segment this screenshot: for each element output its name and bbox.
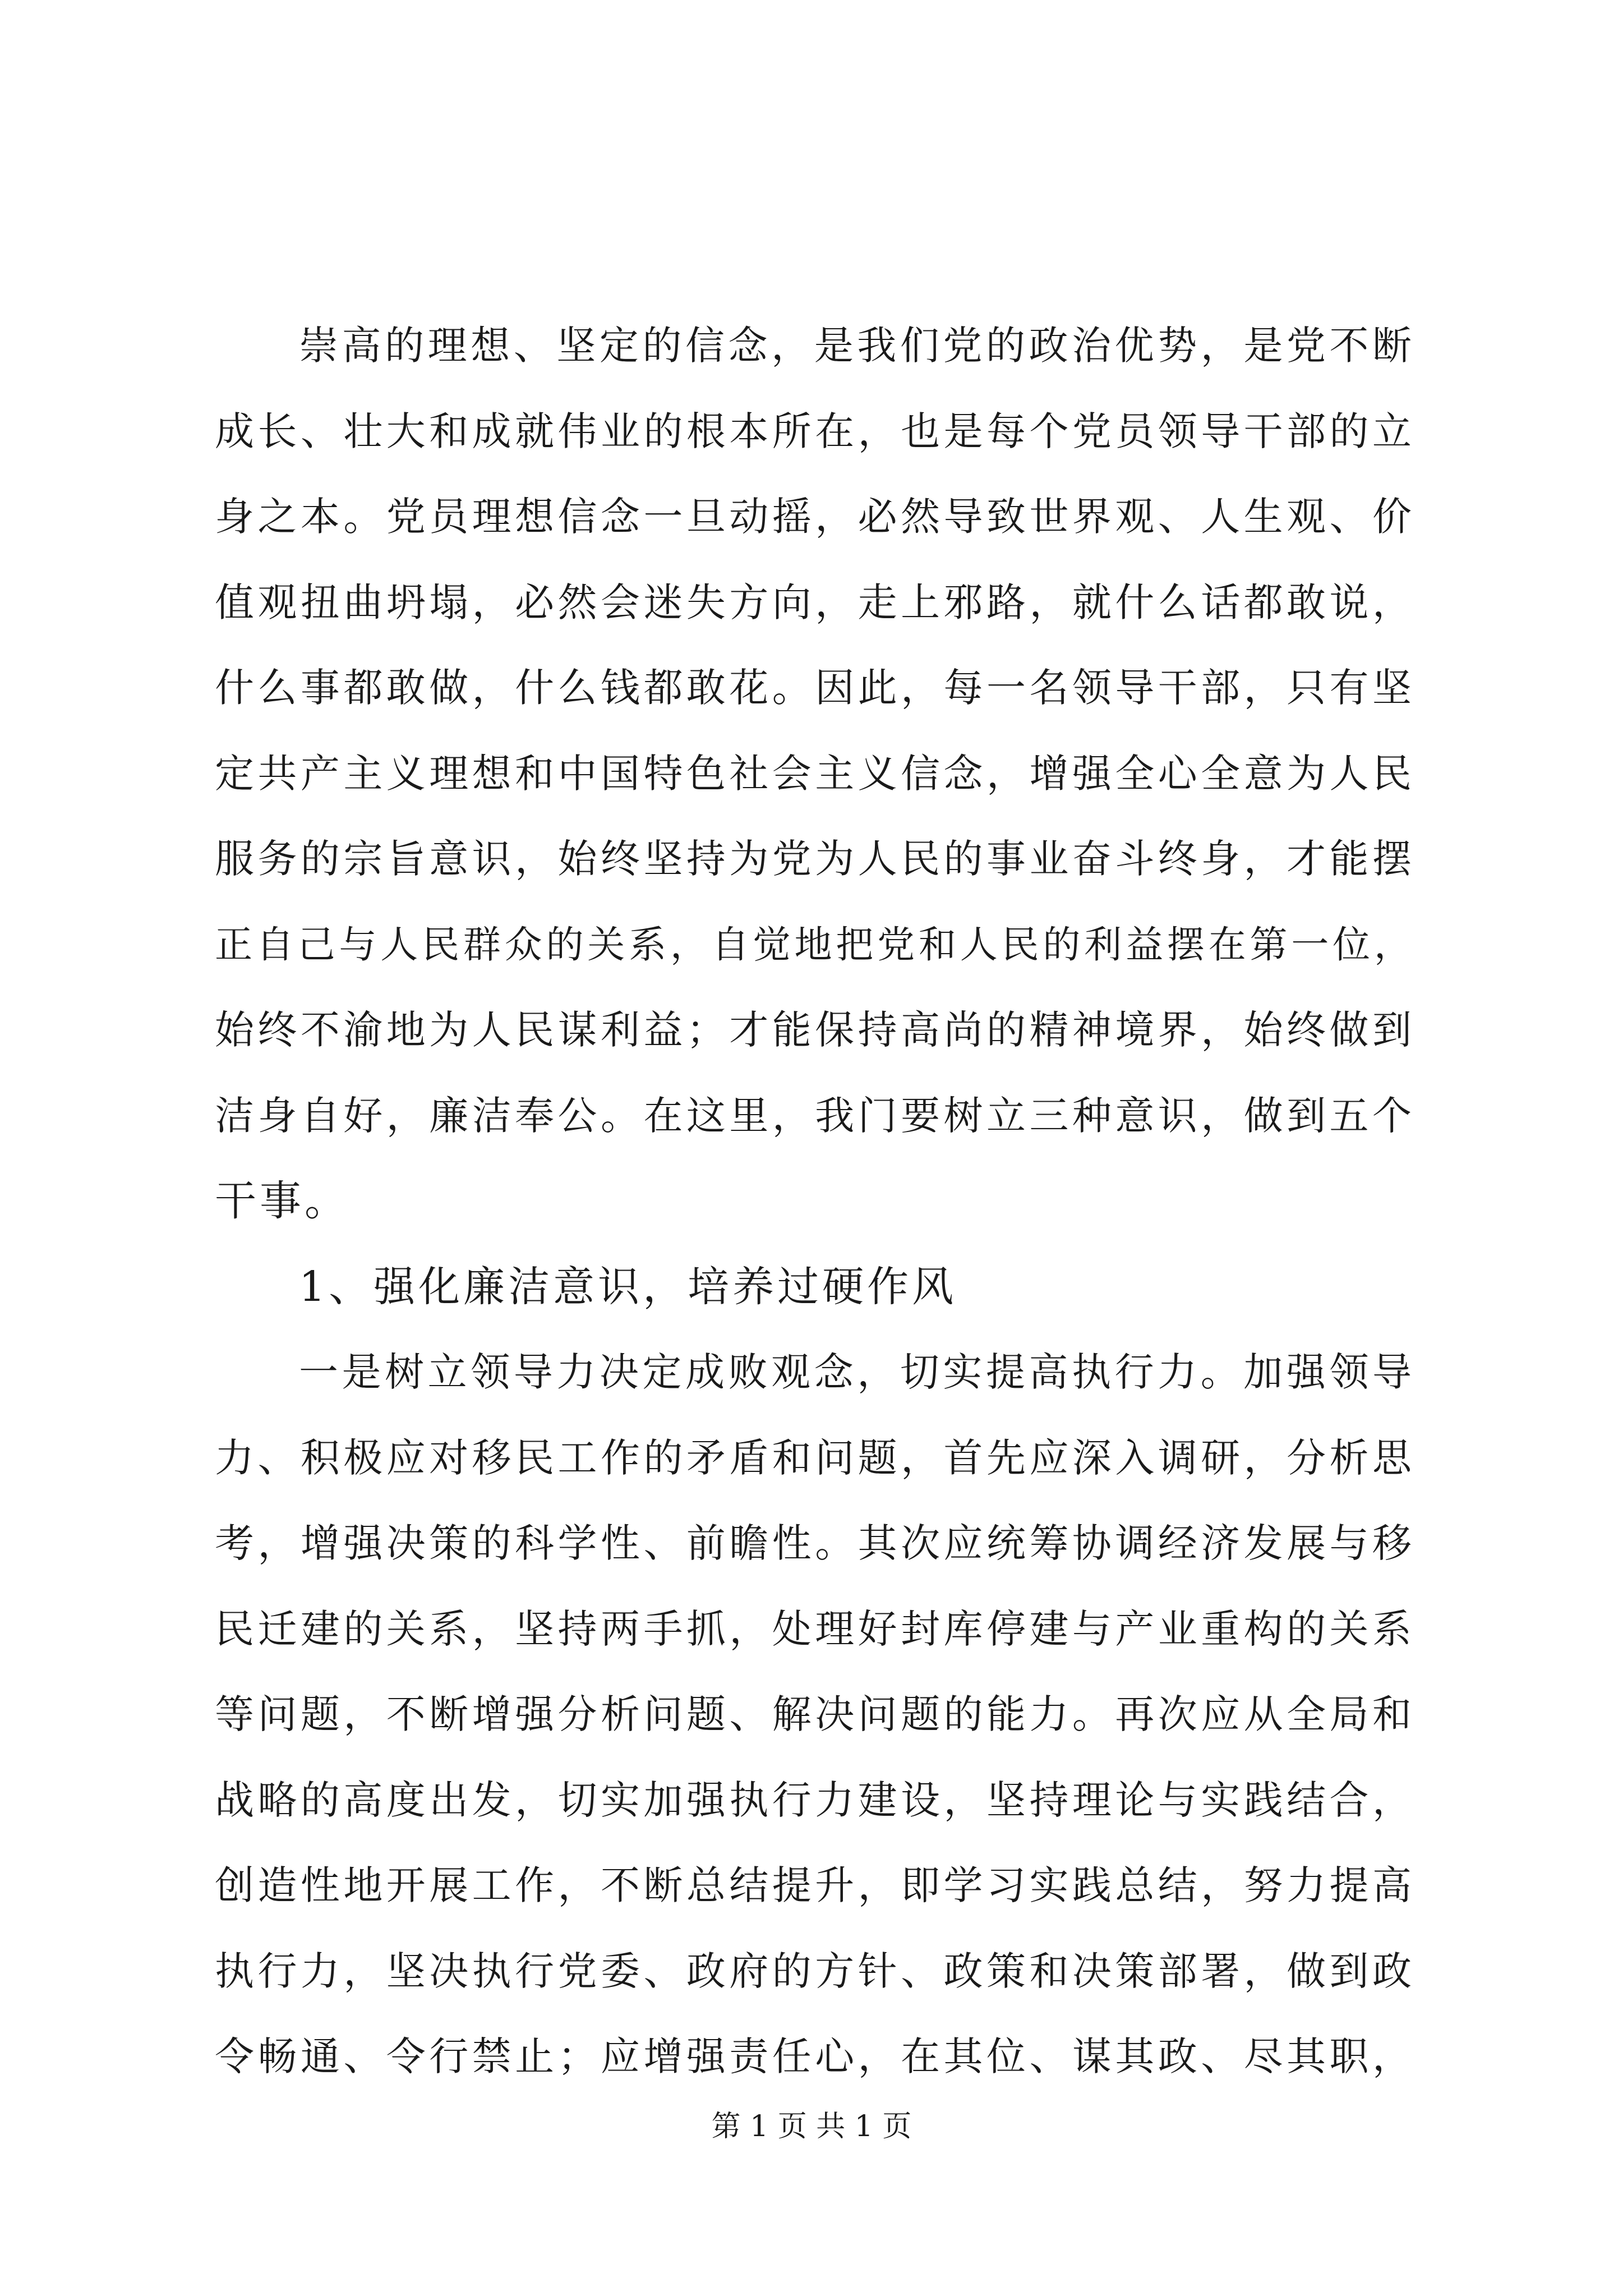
paragraph-1-line-2: 成长、壮大和成就伟业的根本所在，也是每个党员领导干部的立 xyxy=(215,408,1415,454)
paragraph-1-line-10: 洁身自好，廉洁奉公。在这里，我门要树立三种意识，做到五个 xyxy=(215,1092,1415,1139)
section-heading: 1、强化廉洁意识，培养过硬作风 xyxy=(299,1262,957,1311)
paragraph-1-line-6: 定共产主义理想和中国特色社会主义信念，增强全心全意为人民 xyxy=(215,750,1415,797)
paragraph-1-line-11: 干事。 xyxy=(215,1177,349,1225)
paragraph-1-line-8: 正自己与人民群众的关系，自觉地把党和人民的利益摆在第一位， xyxy=(215,922,1415,967)
paragraph-1-line-3: 身之本。党员理想信念一旦动摇，必然导致世界观、人生观、价 xyxy=(215,494,1415,540)
paragraph-2-line-6: 战略的高度出发，切实加强执行力建设，坚持理论与实践结合， xyxy=(215,1777,1415,1823)
paragraph-2-line-2: 力、积极应对移民工作的矛盾和问题，首先应深入调研，分析思 xyxy=(215,1434,1415,1481)
paragraph-1-line-7: 服务的宗旨意识，始终坚持为党为人民的事业奋斗终身，才能摆 xyxy=(215,836,1415,882)
paragraph-2-line-9: 令畅通、令行禁止；应增强责任心，在其位、谋其政、尽其职， xyxy=(215,2033,1415,2079)
document-body xyxy=(215,303,1415,2100)
paragraph-2-line-3: 考，增强决策的科学性、前瞻性。其次应统筹协调经济发展与移 xyxy=(215,1520,1415,1566)
paragraph-2-line-4: 民迁建的关系，坚持两手抓，处理好封库停建与产业重构的关系 xyxy=(215,1605,1415,1652)
paragraph-1-line-9: 始终不渝地为人民谋利益；才能保持高尚的精神境界，始终做到 xyxy=(215,1007,1415,1053)
paragraph-1-line-1: 崇高的理想、坚定的信念，是我们党的政治优势，是党不断 xyxy=(299,323,1415,369)
page-number-footer: 第 1 页 共 1 页 xyxy=(711,2110,912,2143)
paragraph-1-line-4: 值观扭曲坍塌，必然会迷失方向，走上邪路，就什么话都敢说， xyxy=(215,579,1415,625)
paragraph-2-line-5: 等问题，不断增强分析问题、解决问题的能力。再次应从全局和 xyxy=(215,1691,1415,1737)
paragraph-1-line-5: 什么事都敢做，什么钱都敢花。因此，每一名领导干部，只有坚 xyxy=(215,665,1415,711)
paragraph-2-line-8: 执行力，坚决执行党委、政府的方针、政策和决策部署，做到政 xyxy=(215,1948,1415,1994)
paragraph-2-line-1: 一是树立领导力决定成败观念，切实提高执行力。加强领导 xyxy=(299,1349,1415,1395)
paragraph-2-line-7: 创造性地开展工作，不断总结提升，即学习实践总结，努力提高 xyxy=(215,1862,1415,1908)
